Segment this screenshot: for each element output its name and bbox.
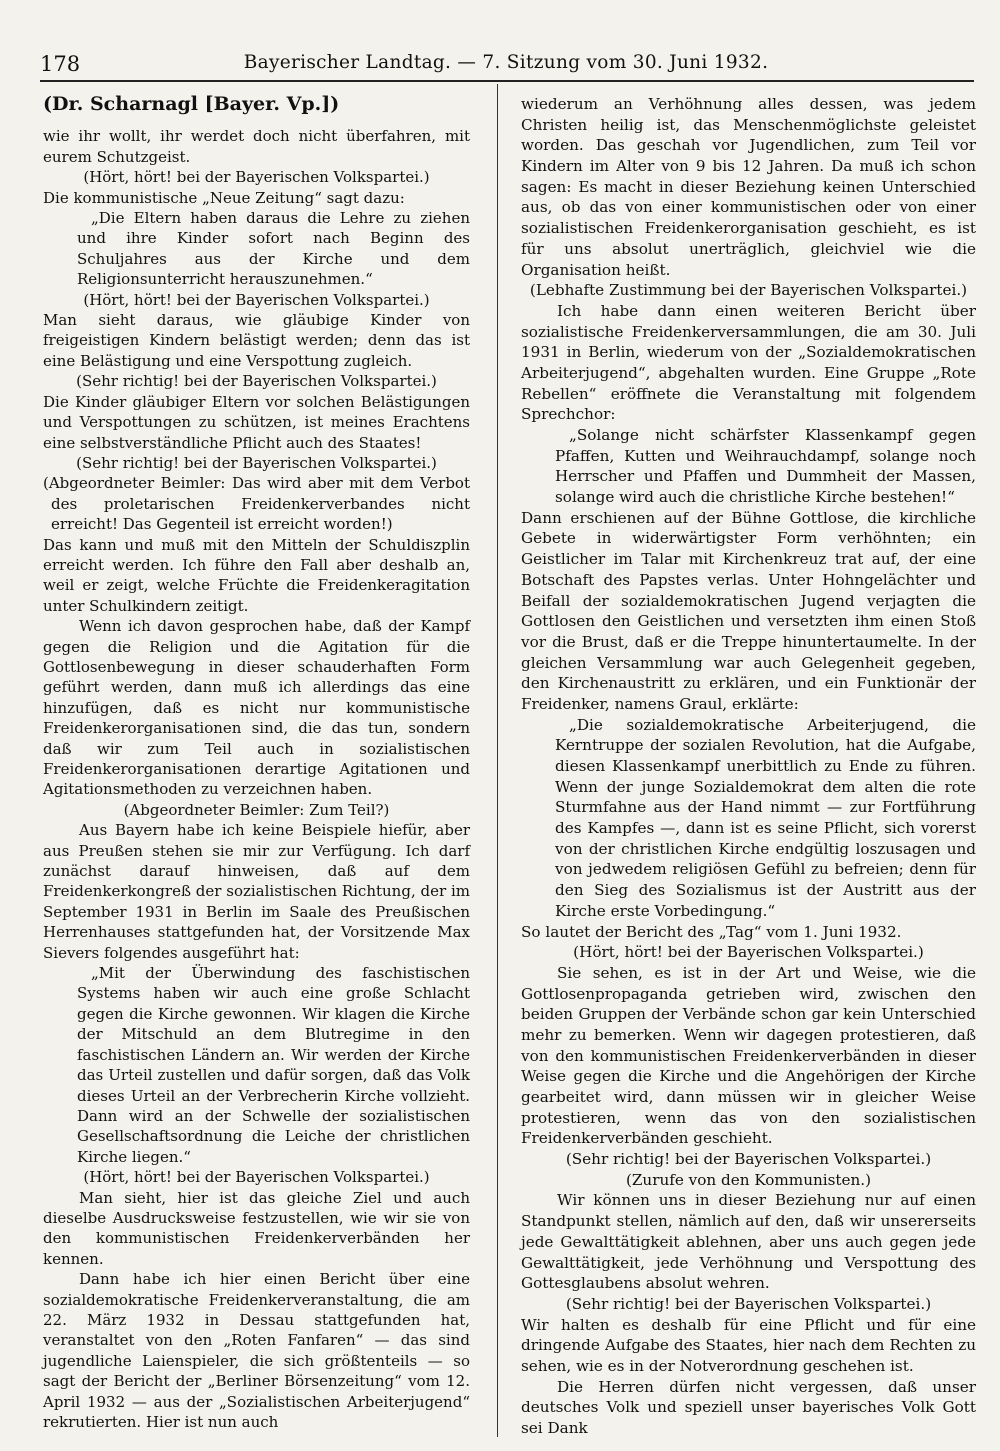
interjection: (Hört, hört! bei der Bayerischen Volkspartei.) <box>83 168 430 187</box>
paragraph: So lautet der Bericht des „Tag“ vom 1. Juni 1932. <box>521 922 902 941</box>
paragraph: Man sieht daraus, wie gläubige Kinder von freigeistigen Kindern belästigt werden; denn das ist eine Belästigung und eine Verspottung zugleich. <box>43 311 470 370</box>
block-quote: „Mit der Überwindung des faschistischen Systems haben wir auch eine große Schlacht gegen die Kirche gewonnen. Wir klagen die Kirche der Mitschuld an dem Blutregime in den faschistischen Ländern an. Wir werden der Kirche das Urteil zustellen und dafür sorgen, daß das Volk dieses Urteil an der Verbrecherin Kirche vollzieht. Dann wird an der Schwelle der sozialistischen Gesellschaftsordnung die Leiche der christlichen Kirche liegen.“ <box>77 964 470 1166</box>
block-quote: „Solange nicht schärfster Klassenkampf gegen Pfaffen, Kutten und Weihrauchdampf, solange noch Herrscher und Pfaffen und Dummheit der Massen, solange wird auch die christliche Kirche bestehen!“ <box>555 426 976 507</box>
running-head: Bayerischer Landtag. — 7. Sitzung vom 30. Juni 1932. <box>243 52 769 73</box>
paragraph: Sie sehen, es ist in der Art und Weise, wie die Gottlosenpropaganda getrieben wird, zwischen den beiden Gruppen der Verbände schon gar kein Unterschied mehr zu bemerken. Wenn wir dagegen protestieren, daß von den kommunistischen Freidenkerverbänden in dieser Weise gegen die Kirche und die Angehörigen der Kirche gearbeitet wird, dann müssen wir in gleicher Weise protestieren, wenn das von den sozialistischen Freidenkerverbänden geschieht. <box>521 963 976 1148</box>
page-number: 178 <box>40 52 81 76</box>
paragraph: Dann erschienen auf der Bühne Gottlose, die kirchliche Gebete in widerwärtigster Form verhöhnten; ein Geistlicher im Talar mit Kirchenkreuz trat auf, der eine Botschaft des Papstes verlas. Unter Hohngelächter und Beifall der sozialdemokratischen Jugend verjagten die Gottlosen den Geistlichen und versetzten ihm einen Stoß vor die Brust, daß er die Treppe hinuntertaumelte. In der gleichen Versammlung war auch Gelegenheit gegeben, den Kirchenaustritt zu erklären, und ein Funktionär der Freidenker, namens Graul, erklärte: <box>521 508 976 713</box>
paragraph: wie ihr wollt, ihr werdet doch nicht überfahren, mit eurem Schutzgeist. <box>43 127 470 166</box>
paragraph: Dann habe ich hier einen Bericht über eine sozialdemokratische Freidenkerveranstaltung, die am 22. März 1932 in Dessau stattgefunden hat, veranstaltet von den „Roten Fanfaren“ — das sind jugendliche Laienspieler, die sich größtenteils — so sagt der Bericht der „Berliner Börsenzeitung“ vom 12. April 1932 — aus der „Sozialistischen Arbeiterjugend“ rekrutierten. Hier ist nun auch <box>43 1270 470 1431</box>
paragraph: Man sieht, hier ist das gleiche Ziel und auch dieselbe Ausdrucksweise festzustellen, wie wir sie von den kommunistischen Freidenkerverbänden her kennen. <box>43 1188 470 1268</box>
interjection: (Hört, hört! bei der Bayerischen Volkspartei.) <box>573 943 924 962</box>
interjection: (Abgeordneter Beimler: Zum Teil?) <box>123 800 390 819</box>
paragraph: Wir halten es deshalb für eine Pflicht und für eine dringende Aufgabe des Staates, hier nach dem Rechten zu sehen, wie es in der Notverordnung geschehen ist. <box>521 1315 976 1375</box>
interjection: (Sehr richtig! bei der Bayerischen Volkspartei.) <box>565 1294 932 1313</box>
block-quote: „Die Eltern haben daraus die Lehre zu ziehen und ihre Kinder sofort nach Beginn des Schuljahres aus der Kirche und dem Religionsunterricht herauszunehmen.“ <box>77 209 470 289</box>
page-header <box>40 52 972 78</box>
paragraph: Wir können uns in dieser Beziehung nur auf einen Standpunkt stellen, nämlich auf den, daß wir unsererseits jede Gewalttätigkeit ablehnen, aber uns auch gegen jede Gewalttätigkeit, jede Verhöhnung und Verspottung des Gottesglaubens absolut wehren. <box>521 1191 976 1293</box>
paragraph: Aus Bayern habe ich keine Beispiele hiefür, aber aus Preußen stehen sie mir zur Verfügung. Ich darf zunächst darauf hinweisen, daß auf dem Freidenkerkongreß der sozialistischen Richtung, der im September 1931 in Berlin im Saale des Preußischen Herrenhauses stattgefunden hat, der Vorsitzende Max Sievers folgendes ausgeführt hat: <box>43 821 470 962</box>
speaker-label: (Dr. Scharnagl [Bayer. Vp.]) <box>43 93 340 115</box>
paragraph: Die kommunistische „Neue Zeitung“ sagt dazu: <box>43 188 405 207</box>
interjection: (Sehr richtig! bei der Bayerischen Volkspartei.) <box>76 372 437 391</box>
interjection: (Zurufe von den Kommunisten.) <box>625 1170 872 1189</box>
interjection: (Hört, hört! bei der Bayerischen Volkspartei.) <box>83 290 430 309</box>
right-column <box>521 94 976 1439</box>
paragraph: Das kann und muß mit den Mitteln der Schuldiszplin erreicht werden. Ich führe den Fall aber deshalb an, weil er zeigt, welche Früchte die Freidenkeragitation unter Schulkindern zeitigt. <box>43 535 470 615</box>
column-divider <box>497 84 498 1437</box>
interjection: (Abgeordneter Beimler: Das wird aber mit dem Verbot des proletarischen Freidenkerverbandes nicht erreicht! Das Gegenteil ist erreicht worden!) <box>43 474 470 534</box>
header-rule <box>40 80 974 82</box>
interjection: (Hört, hört! bei der Bayerischen Volkspartei.) <box>83 1168 430 1187</box>
paragraph: Wenn ich davon gesprochen habe, daß der Kampf gegen die Religion und die Agitation für die Gottlosenbewegung in dieser schauderhaften Form geführt werden, dann muß ich allerdings das eine hinzufügen, daß es nicht nur kommunistische Freidenkerorganisationen sind, die das tun, sondern daß wir zum Teil auch in sozialistischen Freidenkerorganisationen derartige Agitationen und Agitationsmethoden zu verzeichnen haben. <box>43 617 470 799</box>
paragraph: Die Kinder gläubiger Eltern vor solchen Belästigungen und Verspottungen zu schützen, ist meines Erachtens eine selbstverständliche Pflicht auch des Staates! <box>43 392 470 452</box>
paragraph: wiederum an Verhöhnung alles dessen, was jedem Christen heilig ist, das Menschenmöglichste geleistet worden. Das geschah vor Jugendlichen, zum Teil vor Kindern im Alter von 9 bis 12 Jahren. Da muß ich schon sagen: Es macht in dieser Beziehung keinen Unterschied aus, ob das von einer kommunistischen oder von einer sozialistischen Freidenkerorganisation geschieht, es ist für uns absolut unerträglich, gleichviel wie die Organisation heißt. <box>521 95 976 279</box>
paragraph: Die Herren dürfen nicht vergessen, daß unser deutsches Volk und speziell unser bayerisches Volk Gott sei Dank <box>521 1377 976 1437</box>
block-quote: „Die sozialdemokratische Arbeiterjugend, die Kerntruppe der sozialen Revolution, hat die Aufgabe, diesen Klassenkampf unerbittlich zu Ende zu führen. Wenn der junge Sozialdemokrat dem alten die rote Sturmfahne aus der Hand nimmt — zur Fortführung des Kampfes —, dann ist es seine Pflicht, sich vorerst von der christlichen Kirche endgültig loszusagen und von jedwedem religiösen Gefühl zu befreien; denn für den Sieg des Sozialismus ist der Austritt aus der Kirche erste Vorbedingung.“ <box>555 715 976 920</box>
interjection: (Lebhafte Zustimmung bei der Bayerischen Volkspartei.) <box>529 281 968 300</box>
interjection: (Sehr richtig! bei der Bayerischen Volkspartei.) <box>76 453 437 472</box>
interjection: (Sehr richtig! bei der Bayerischen Volkspartei.) <box>565 1150 932 1169</box>
left-column <box>43 94 470 1432</box>
paragraph: Ich habe dann einen weiteren Bericht über sozialistische Freidenkerversammlungen, die am 30. Juli 1931 in Berlin, wiederum von der „Sozialdemokratischen Arbeiterjugend“, abgehalten wurden. Eine Gruppe „Rote Rebellen“ eröffnete die Veranstaltung mit folgendem Sprechchor: <box>521 301 976 424</box>
